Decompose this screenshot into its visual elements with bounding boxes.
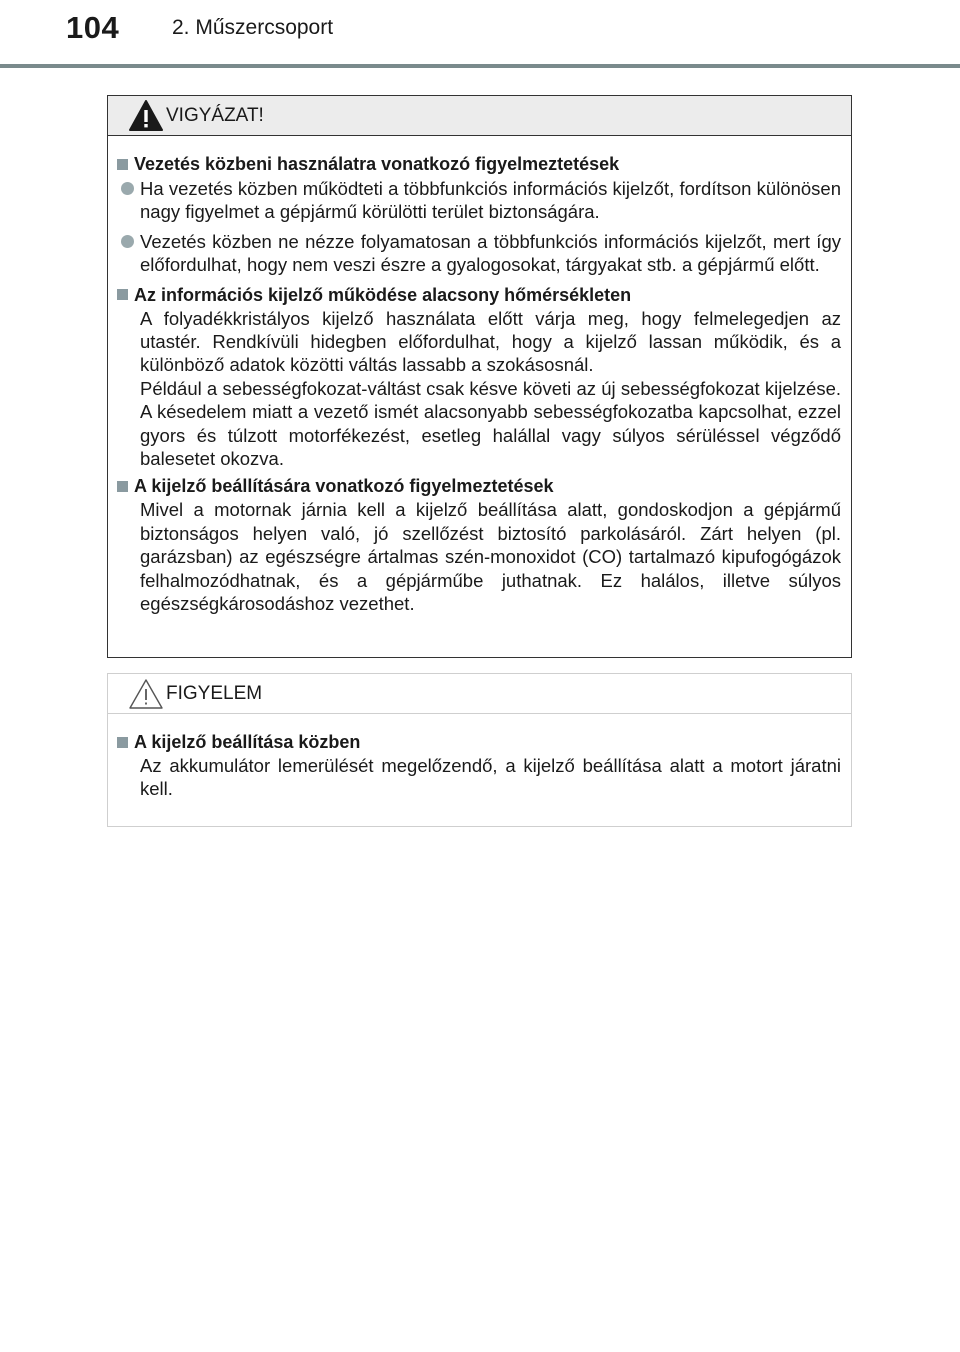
list-item-text: Vezetés közben ne nézze folyamatosan a többfunkciós információs kijelzőt, mert így előfordulhat, hogy nem veszi észre a gyalogosokat, tárgyakat stb. a gépjármű előtt.: [140, 230, 841, 276]
caution-triangle-icon: [128, 677, 164, 710]
section-heading-text: Az információs kijelző működése alacsony hőmérsékleten: [134, 284, 632, 305]
round-bullet-icon: [121, 235, 134, 248]
page-number: 104: [66, 10, 120, 45]
warning-section-driving: [117, 152, 841, 277]
warning-box-body: [108, 136, 851, 616]
caution-box: [107, 673, 852, 827]
section-heading-text: A kijelző beállítása közben: [134, 732, 361, 752]
section-heading: [117, 152, 841, 176]
caution-box-title: FIGYELEM: [166, 683, 263, 704]
warning-section-adjustment: [117, 474, 841, 615]
square-marker-icon: [117, 289, 128, 300]
section-heading-text: A kijelző beállítására vonatkozó figyelmeztetések: [134, 476, 554, 497]
caution-section-adjustment: [117, 730, 841, 801]
list-item: [117, 230, 841, 277]
caution-box-body: [108, 714, 851, 801]
paragraph: Mivel a motornak járnia kell a kijelző beállítása alatt, gondoskodjon a gépjármű biztonságos helyen való, jó szellőzést biztosító parkolásáról. Zárt helyen (pl. garázsban) az egészségre ártalmas szén-monoxidot (CO) tartalmazó kipufogógázok felhalmozódhatnak, és a gépjárműbe juthatnak. Ez halálos, illetve súlyos egészségkárosodáshoz vezethet.: [140, 499, 841, 615]
square-marker-icon: [117, 481, 128, 492]
section-title: 2. Műszercsoport: [172, 16, 334, 39]
section-body: [117, 307, 841, 471]
list-item: [117, 177, 841, 224]
list-item-text: Ha vezetés közben működteti a többfunkciós információs kijelzőt, fordítson különösen nagy figyelmet a gépjármű körülötti terület biztonságára.: [140, 178, 841, 223]
paragraph: A folyadékkristályos kijelző használata előtt várja meg, hogy felmelegedjen az utastér. Rendkívüli hidegben előfordulhat, hogy a kijelző lassan működik, és a különböző adatok közötti váltás lassabb a szokásosnál.: [140, 307, 841, 376]
section-heading: [117, 474, 841, 498]
warning-triangle-icon: [128, 99, 164, 132]
paragraph: Például a sebességfokozat-váltást csak késve követi az új sebességfokozat kijelzése. A késedelem miatt a vezető ismét alacsonyabb sebességfokozatba kapcsolhat, ezzel gyors és túlzott motorfékezést, esetleg halállal vagy súlyos sérüléssel végződő balesetet okozva.: [140, 377, 841, 470]
section-heading: [117, 283, 841, 307]
paragraph: Az akkumulátor lemerülését megelőzendő, a kijelző beállítása alatt a motort járatni kell.: [140, 755, 841, 800]
warning-box: [107, 95, 852, 658]
square-marker-icon: [117, 737, 128, 748]
caution-box-header: [108, 674, 851, 714]
header-divider: [0, 64, 960, 68]
section-body: [117, 754, 841, 801]
section-heading-text: Vezetés közbeni használatra vonatkozó figyelmeztetések: [134, 154, 620, 174]
warning-box-header: [108, 96, 851, 136]
section-body: [117, 498, 841, 615]
section-heading: [117, 730, 841, 754]
page-header: [0, 0, 960, 82]
warning-box-title: VIGYÁZAT!: [166, 105, 264, 126]
square-marker-icon: [117, 159, 128, 170]
warning-section-low-temperature: [117, 283, 841, 471]
round-bullet-icon: [121, 182, 134, 195]
